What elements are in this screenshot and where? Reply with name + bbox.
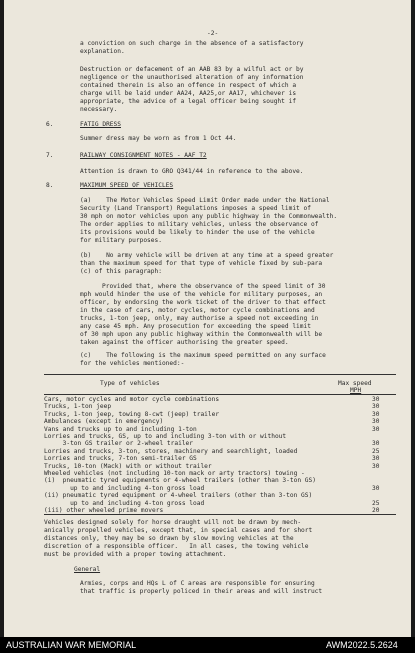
- text-line: contained therein is also an offence in respect of which a: [80, 82, 297, 89]
- table-row-speed: 30: [372, 455, 380, 463]
- text-line: Security (Land Transport) Regulations imposes a speed limit of: [80, 205, 311, 212]
- page-number: -2-: [207, 30, 219, 37]
- text-line: officer, by endorsing the work ticket of the driver to that effect: [80, 299, 326, 306]
- table-row-vehicle: up to and including 4-ton gross load: [44, 499, 205, 507]
- text-line: Provided that, where the observance of the speed limit of 30: [102, 283, 326, 290]
- section-heading: RAILWAY CONSIGNMENT NOTES - AAF T2: [80, 152, 207, 159]
- table-row-vehicle: Lorries and trucks, 3-ton, stores, machinery and searchlight, loaded: [44, 447, 298, 455]
- text-line: mph would hinder the use of the vehicle for military purposes, an: [80, 291, 323, 298]
- text-line: (a) The Motor Vehicles Speed Limit Order made under the National: [80, 197, 330, 204]
- table-row-vehicle: Trucks, 1-ton jeep: [44, 403, 112, 411]
- table-row-speed: 30: [372, 425, 380, 433]
- text-line: The order applies to military vehicles, unless the observance of: [80, 221, 319, 228]
- table-row-vehicle: Wheeled vehicles (not including 10-ton mack or arty tractors) towing -: [44, 470, 305, 477]
- table-row-speed: 30: [372, 462, 380, 470]
- section-number: 6.: [46, 121, 54, 128]
- table-row-speed: 30: [372, 418, 380, 426]
- table-row-speed: 25: [372, 499, 380, 507]
- text-line: for military purposes.: [80, 237, 162, 244]
- table-row-speed: 20: [372, 507, 380, 514]
- section-heading: FATIG DRESS: [80, 121, 121, 128]
- section-number: 8.: [46, 182, 54, 189]
- text-line: Armies, corps and HQs L of C areas are responsible for ensuring: [80, 580, 315, 587]
- table-row-vehicle: (ii) pneumatic tyred equipment or 4-wheel trailers (other than 3-ton GS): [44, 492, 313, 500]
- table-header-unit: MPH: [350, 387, 362, 394]
- table-row-vehicle: Lorries and trucks, GS, up to and including 3-ton with or without: [44, 433, 287, 440]
- section-number: 7.: [46, 152, 54, 159]
- table-row-vehicle: Cars, motor cycles and motor cycle combinations: [44, 396, 220, 403]
- text-line: any case 45 mph. Any prosecution for exceeding the speed limit: [80, 323, 311, 330]
- text-line: (c) of this paragraph:: [80, 268, 162, 275]
- text-line: charge will be laid under AA24, AA25,or AA17, whichever is: [80, 90, 297, 97]
- table-row-vehicle: (iii) other wheeled prime movers: [44, 507, 164, 514]
- text-line: discretion of a responsible officer. In all cases, the towing vehicle: [44, 543, 309, 550]
- table-row-vehicle: 3-ton GS trailer or 2-wheel trailer: [44, 440, 194, 448]
- section-heading: MAXIMUM SPEED OF VEHICLES: [80, 182, 174, 189]
- text-line: appropriate, the advice of a legal officer being sought if: [80, 98, 297, 105]
- archive-footer: [0, 637, 415, 653]
- text-line: 30 mph on motor vehicles upon any public highway in the Commonwealth.: [80, 213, 338, 220]
- footer-accession-number: AWM2022.5.2624: [326, 640, 398, 650]
- text-line: must be provided with a proper towing attachment.: [44, 551, 227, 558]
- text-line: trucks, 1-ton jeep, only, may authorise a speed not exceeding in: [80, 315, 319, 322]
- table-row-vehicle: (i) pneumatic tyred equipments or 4-wheel trailers (other than 3-ton GS): [44, 477, 316, 485]
- document-page: [4, 0, 411, 637]
- table-row-speed: 30: [372, 396, 380, 403]
- text-line: necessary.: [80, 106, 118, 113]
- table-row-speed: 30: [372, 440, 380, 448]
- table-row-vehicle: Trucks, 10-ton (Mack) with or without trailer: [44, 462, 212, 470]
- text-line: Destruction or defacement of an AAB 83 by a wilful act or by: [80, 66, 304, 73]
- text-line: of 30 mph upon any public highway within the Commonwealth will be: [80, 331, 323, 338]
- text-line: Vehicles designed solely for horse draught will not be drawn by mech-: [44, 519, 302, 526]
- text-line: its provisions would be likely to hinder the use of the vehicle: [80, 229, 315, 236]
- table-rule-bottom: [44, 514, 396, 515]
- text-line: taken against the officer authorising the greater speed.: [80, 339, 289, 346]
- section-text: Attention is drawn to GRO Q341/44 in reference to the above.: [80, 168, 304, 175]
- table-row-vehicle: up to and including 4-ton gross load: [44, 484, 205, 492]
- text-line: explanation.: [80, 48, 125, 55]
- table-row-speed: 25: [372, 447, 380, 455]
- section-text: Summer dress may be worn as from 1 Oct 44.: [80, 135, 237, 142]
- table-rule-header: [44, 394, 396, 395]
- text-line: (c) The following is the maximum speed permitted on any surface: [80, 352, 326, 359]
- section-heading: General: [74, 566, 101, 573]
- text-line: distances only, they may be so drawn by slow moving vehicles at the: [44, 535, 294, 542]
- text-line: a conviction on such charge in the absence of a satisfactory: [80, 40, 304, 47]
- text-line: anically propelled vehicles, except that, in special cases and for short: [44, 527, 313, 534]
- table-header-speed: Max speed: [338, 380, 372, 387]
- text-line: negligence or the unauthorised alteration of any information: [80, 74, 304, 81]
- table-row-speed: 30: [372, 484, 380, 492]
- text-line: (b) No army vehicle will be driven at any time at a speed greater: [80, 252, 334, 259]
- text-line: than the maximum speed for that type of vehicle fixed by sub-para: [80, 260, 323, 267]
- footer-institution: AUSTRALIAN WAR MEMORIAL: [6, 640, 137, 650]
- table-row-vehicle: Trucks, 1-ton jeep, towing 8-cwt (jeep) trailer: [44, 410, 220, 418]
- text-line: in the case of cars, motor cycles, motor cycle combinations and: [80, 307, 315, 314]
- text-line: that traffic is properly policed in their areas and will instruct: [80, 588, 323, 595]
- table-row-speed: 30: [372, 410, 380, 418]
- table-header-type: Type of vehicles: [100, 380, 160, 387]
- text-line: for the vehicles mentioned:-: [80, 360, 185, 367]
- table-rule-top: [44, 374, 396, 375]
- table-row-vehicle: Vans and trucks up to and including 1-ton: [44, 425, 197, 433]
- table-row-vehicle: Lorries and trucks, 7-ton semi-trailer GS: [44, 455, 197, 463]
- table-row-vehicle: Ambulances (except in emergency): [44, 418, 164, 426]
- table-row-speed: 30: [372, 403, 380, 411]
